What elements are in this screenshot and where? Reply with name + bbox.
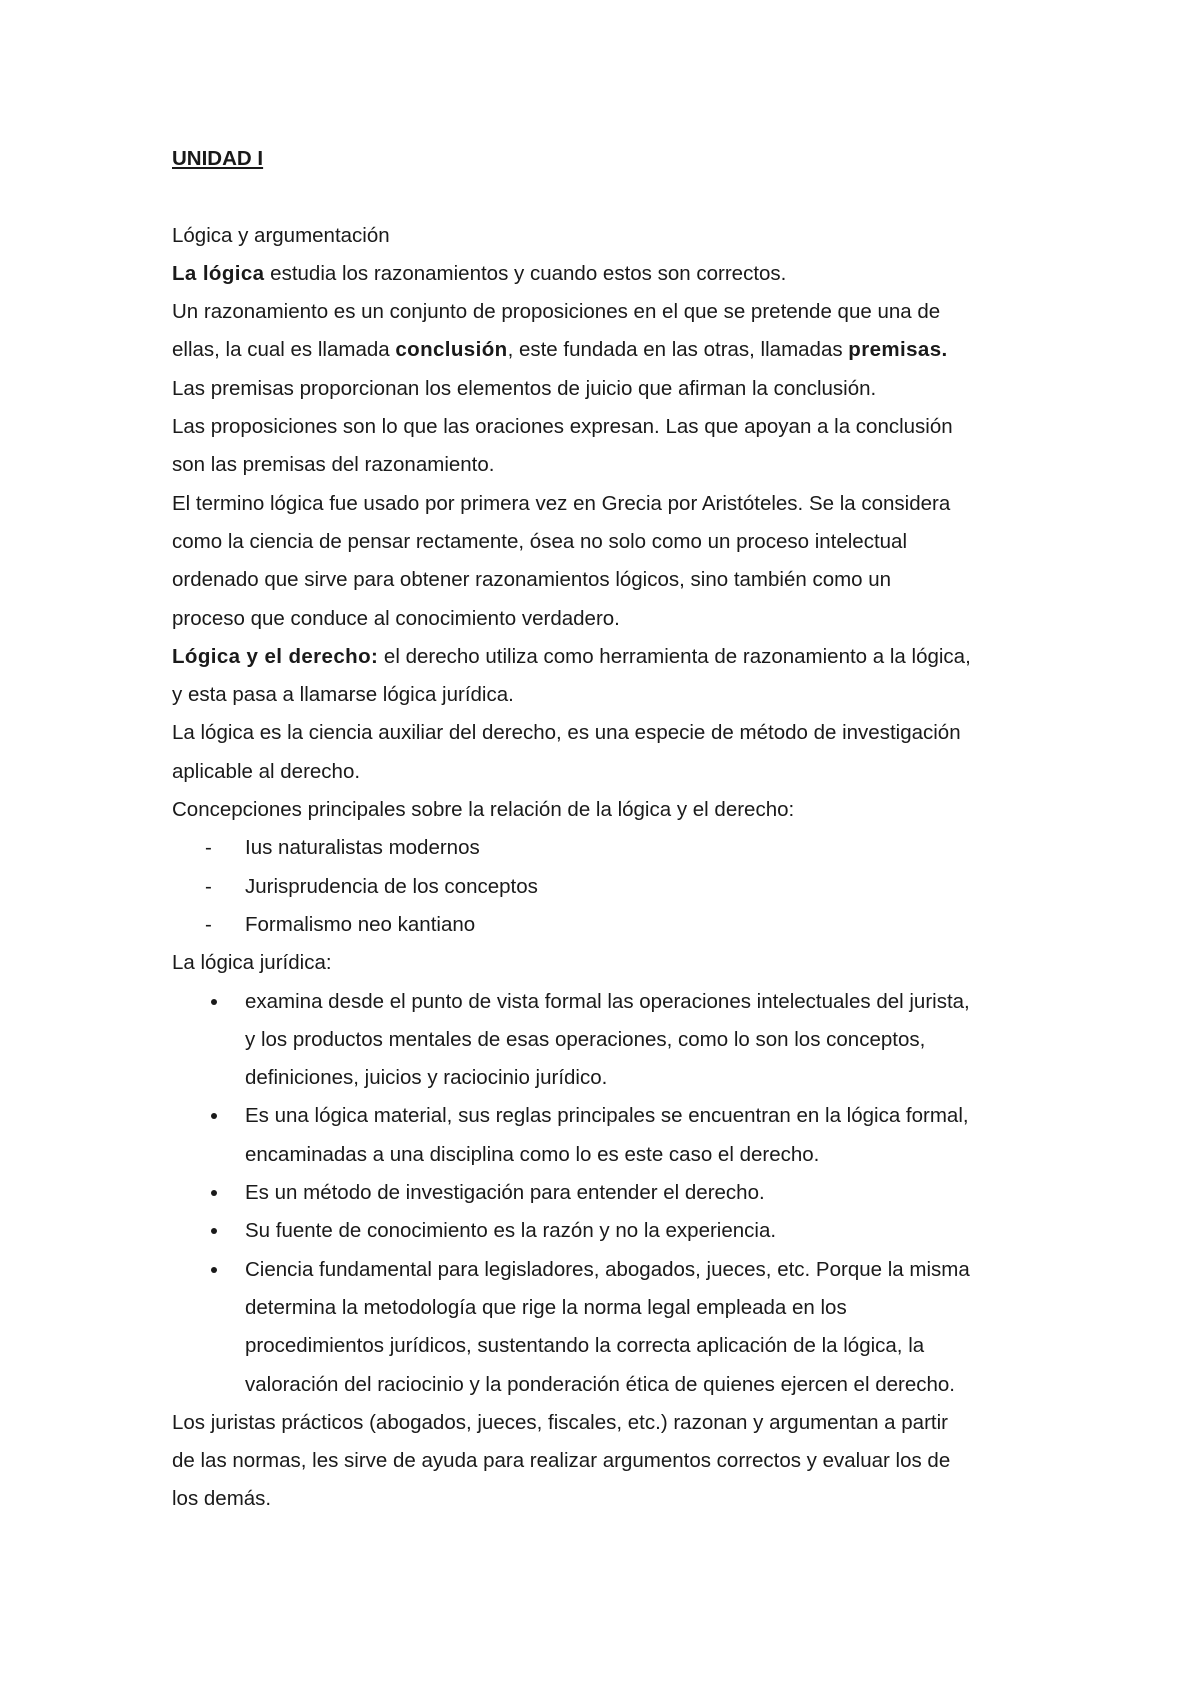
bold-term-logica: La lógica bbox=[172, 261, 265, 285]
list-item-text: Ius naturalistas modernos bbox=[245, 836, 480, 860]
paragraph-logic-law-line-1 bbox=[172, 638, 1052, 676]
paragraph-auxiliary-line-1: La lógica es la ciencia auxiliar del derecho, es una especie de método de investigación bbox=[172, 721, 961, 745]
list-item-text: Formalismo neo kantiano bbox=[245, 912, 476, 936]
paragraph-practical-jurists-line-1: Los juristas prácticos (abogados, jueces, fiscales, etc.) razonan y argumentan a partir bbox=[172, 1410, 948, 1434]
list-item-text: Jurisprudencia de los conceptos bbox=[245, 874, 538, 898]
unit-heading: UNIDAD I bbox=[172, 147, 264, 170]
bullet-continuation: determina la metodología que rige la norma legal empleada en los bbox=[245, 1295, 847, 1319]
paragraph-reasoning-line-1: Un razonamiento es un conjunto de proposiciones en el que se pretende que una de bbox=[172, 300, 941, 324]
paragraph-conceptions: Concepciones principales sobre la relación de la lógica y el derecho: bbox=[172, 798, 795, 822]
paragraph-aristotle-line-2: como la ciencia de pensar rectamente, ósea no solo como un proceso intelectual bbox=[172, 529, 908, 553]
list-item-text: Su fuente de conocimiento es la razón y no la experiencia. bbox=[245, 1219, 777, 1243]
paragraph-aristotle-line-4: proceso que conduce al conocimiento verdadero. bbox=[172, 606, 620, 630]
paragraph-logic-definition bbox=[172, 255, 1052, 293]
dash-marker: - bbox=[205, 874, 212, 898]
paragraph-practical-jurists-line-3: los demás. bbox=[172, 1487, 272, 1511]
paragraph-legal-logic: La lógica jurídica: bbox=[172, 951, 332, 975]
bullet-icon bbox=[211, 1267, 217, 1273]
bullet-continuation: encaminadas a una disciplina como lo es este caso el derecho. bbox=[245, 1142, 820, 1166]
list-item-text: Es una lógica material, sus reglas principales se encuentran en la lógica formal, bbox=[245, 1104, 969, 1128]
bullet-continuation: valoración del raciocinio y la ponderación ética de quienes ejercen el derecho. bbox=[245, 1372, 955, 1396]
bullet-icon bbox=[211, 1113, 217, 1119]
text-run: estudia los razonamientos y cuando estos son correctos. bbox=[264, 261, 787, 285]
paragraph-auxiliary-line-2: aplicable al derecho. bbox=[172, 759, 361, 783]
section-subtitle: Lógica y argumentación bbox=[172, 223, 390, 247]
dash-list-item bbox=[172, 829, 1052, 867]
paragraph-propositions-line-2: son las premisas del razonamiento. bbox=[172, 453, 495, 477]
paragraph-aristotle-line-3: ordenado que sirve para obtener razonamientos lógicos, sino también como un bbox=[172, 568, 892, 592]
dash-list-item bbox=[172, 868, 1052, 906]
bullet-icon bbox=[211, 1190, 217, 1196]
bullet-continuation: y los productos mentales de esas operaciones, como lo son los conceptos, bbox=[245, 1027, 926, 1051]
list-item-text: Ciencia fundamental para legisladores, abogados, jueces, etc. Porque la misma bbox=[245, 1257, 970, 1281]
bullet-list-item bbox=[172, 1097, 1052, 1135]
bullet-list-item bbox=[172, 983, 1052, 1021]
dash-marker: - bbox=[205, 836, 212, 860]
dash-marker: - bbox=[205, 912, 212, 936]
list-item-text: examina desde el punto de vista formal las operaciones intelectuales del jurista, bbox=[245, 989, 970, 1013]
list-item-text: Es un método de investigación para entender el derecho. bbox=[245, 1181, 765, 1205]
paragraph-reasoning-line-2 bbox=[172, 331, 1052, 369]
text-run: , este fundada en las otras, llamadas bbox=[507, 338, 849, 362]
dash-list-item bbox=[172, 906, 1052, 944]
paragraph-practical-jurists-line-2: de las normas, les sirve de ayuda para realizar argumentos correctos y evaluar los de bbox=[172, 1449, 951, 1473]
bold-term-logica-derecho: Lógica y el derecho: bbox=[172, 644, 379, 668]
paragraph-premises: Las premisas proporcionan los elementos de juicio que afirman la conclusión. bbox=[172, 376, 877, 400]
bold-term-conclusion: conclusión bbox=[395, 338, 508, 362]
bold-term-premisas: premisas. bbox=[848, 338, 948, 362]
bullet-icon bbox=[211, 999, 217, 1005]
bullet-list-item bbox=[172, 1251, 1052, 1289]
bullet-continuation: definiciones, juicios y raciocinio jurídico. bbox=[245, 1066, 608, 1090]
text-run: el derecho utiliza como herramienta de razonamiento a la lógica, bbox=[378, 644, 971, 668]
paragraph-propositions-line-1: Las proposiciones son lo que las oraciones expresan. Las que apoyan a la conclusión bbox=[172, 415, 953, 439]
paragraph-logic-law-line-2: y esta pasa a llamarse lógica jurídica. bbox=[172, 683, 514, 707]
paragraph-aristotle-line-1: El termino lógica fue usado por primera vez en Grecia por Aristóteles. Se la considera bbox=[172, 491, 951, 515]
bullet-list-item bbox=[172, 1212, 1052, 1250]
bullet-continuation: procedimientos jurídicos, sustentando la correcta aplicación de la lógica, la bbox=[245, 1334, 925, 1358]
bullet-icon bbox=[211, 1228, 217, 1234]
blank-line bbox=[172, 178, 1052, 216]
text-run: ellas, la cual es llamada bbox=[172, 338, 396, 362]
bullet-list-item bbox=[172, 1174, 1052, 1212]
document-page bbox=[172, 140, 1052, 1519]
